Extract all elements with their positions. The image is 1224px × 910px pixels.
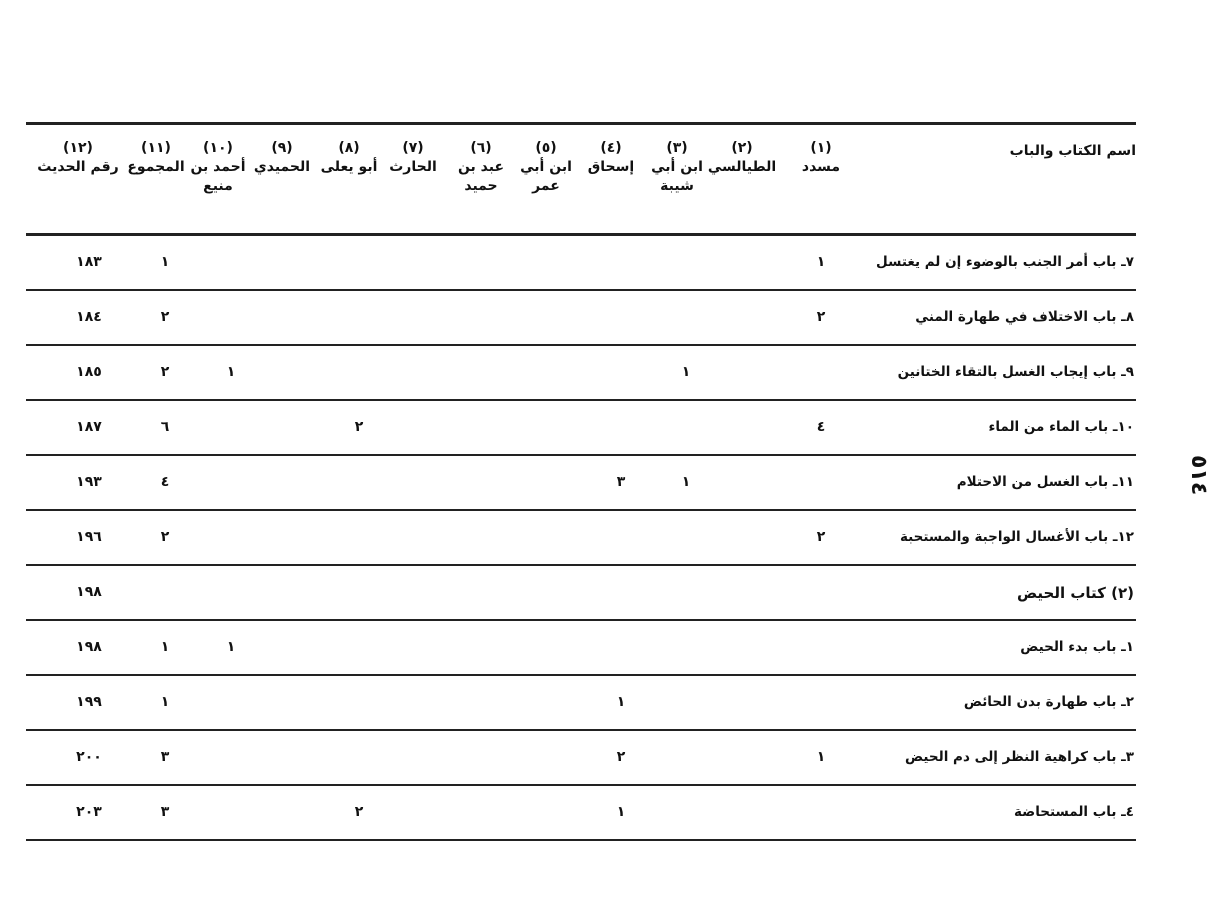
cell-c8: ٢ bbox=[354, 804, 364, 820]
table-row bbox=[26, 401, 1136, 456]
row-title: ١٠ـ باب الماء من الماء bbox=[988, 419, 1134, 435]
table-row bbox=[26, 291, 1136, 346]
cell-c11: ١ bbox=[160, 639, 170, 655]
cell-c3: ١ bbox=[681, 364, 691, 380]
cell-c11: ٤ bbox=[160, 474, 170, 490]
row-title: ١ـ باب بدء الحيض bbox=[1020, 639, 1134, 655]
cell-c12: ١٨٥ bbox=[76, 364, 102, 380]
table-row bbox=[26, 621, 1136, 676]
row-title: (٢) كتاب الحيض bbox=[1016, 584, 1134, 602]
table-row bbox=[26, 676, 1136, 731]
header-col-6: (٦) عبد بن حميد bbox=[457, 140, 505, 194]
table-row bbox=[26, 511, 1136, 566]
table-row bbox=[26, 731, 1136, 786]
cell-c1: ١ bbox=[816, 254, 826, 270]
cell-c12: ٢٠٠ bbox=[76, 749, 102, 765]
table-row bbox=[26, 236, 1136, 291]
cell-c11: ١ bbox=[160, 694, 170, 710]
row-title: ٨ـ باب الاختلاف في طهارة المني bbox=[915, 309, 1134, 325]
cell-c10: ١ bbox=[226, 639, 236, 655]
row-title: ١٢ـ باب الأغسال الواجبة والمستحبة bbox=[899, 529, 1134, 545]
cell-c4: ٢ bbox=[616, 749, 626, 765]
row-title: ٣ـ باب كراهية النظر إلى دم الحيض bbox=[905, 749, 1134, 765]
cell-c12: ١٩٨ bbox=[76, 639, 102, 655]
header-col-2: (٢) الطيالسي bbox=[707, 140, 777, 175]
header-col-5: (٥) ابن أبي عمر bbox=[520, 140, 572, 194]
row-title: ٢ـ باب طهارة بدن الحائض bbox=[963, 694, 1134, 710]
cell-c12: ١٩٩ bbox=[76, 694, 102, 710]
cell-c12: ١٩٣ bbox=[76, 474, 102, 490]
header-title: اسم الكتاب والباب bbox=[1009, 143, 1136, 159]
cell-c8: ٢ bbox=[354, 419, 364, 435]
cell-c11: ٣ bbox=[160, 749, 170, 765]
row-title: ٤ـ باب المستحاضة bbox=[1014, 804, 1134, 820]
cell-c4: ٣ bbox=[616, 474, 626, 490]
table-header bbox=[26, 125, 1136, 233]
table-row bbox=[26, 346, 1136, 401]
table-body bbox=[26, 236, 1136, 841]
header-col-11: (١١) المجموع bbox=[127, 140, 185, 175]
table-row bbox=[26, 566, 1136, 621]
index-table bbox=[26, 122, 1136, 841]
cell-c12: ١٨٤ bbox=[76, 309, 102, 325]
cell-c11: ٦ bbox=[160, 419, 170, 435]
header-col-10: (١٠) أحمد بن منيع bbox=[190, 140, 246, 194]
cell-c1: ٤ bbox=[816, 419, 826, 435]
cell-c1: ٢ bbox=[816, 529, 826, 545]
page-number: ٥١٤ bbox=[1186, 455, 1211, 496]
header-col-8: (٨) أبو يعلى bbox=[320, 140, 378, 175]
header-col-3: (٣) ابن أبي شيبة bbox=[651, 140, 703, 194]
row-title: ١١ـ باب الغسل من الاحتلام bbox=[956, 474, 1134, 490]
cell-c12: ١٩٨ bbox=[76, 584, 102, 600]
cell-c11: ٢ bbox=[160, 309, 170, 325]
header-col-9: (٩) الحميدي bbox=[253, 140, 311, 175]
cell-c1: ١ bbox=[816, 749, 826, 765]
header-col-4: (٤) إسحاق bbox=[587, 140, 635, 175]
cell-c4: ١ bbox=[616, 694, 626, 710]
header-col-1: (١) مسدد bbox=[801, 140, 841, 175]
cell-c12: ٢٠٣ bbox=[76, 804, 102, 820]
cell-c3: ١ bbox=[681, 474, 691, 490]
row-title: ٧ـ باب أمر الجنب بالوضوء إن لم يغتسل bbox=[876, 254, 1134, 270]
cell-c4: ١ bbox=[616, 804, 626, 820]
cell-c11: ٢ bbox=[160, 364, 170, 380]
table-row bbox=[26, 786, 1136, 841]
cell-c10: ١ bbox=[226, 364, 236, 380]
table-row bbox=[26, 456, 1136, 511]
cell-c12: ١٨٣ bbox=[76, 254, 102, 270]
cell-c1: ٢ bbox=[816, 309, 826, 325]
cell-c12: ١٩٦ bbox=[76, 529, 102, 545]
cell-c11: ٣ bbox=[160, 804, 170, 820]
row-title: ٩ـ باب إيجاب الغسل بالتقاء الختانين bbox=[897, 364, 1134, 380]
cell-c12: ١٨٧ bbox=[76, 419, 102, 435]
header-col-7: (٧) الحارث bbox=[389, 140, 437, 175]
header-col-12: (١٢) رقم الحديث bbox=[37, 140, 119, 175]
cell-c11: ٢ bbox=[160, 529, 170, 545]
cell-c11: ١ bbox=[160, 254, 170, 270]
